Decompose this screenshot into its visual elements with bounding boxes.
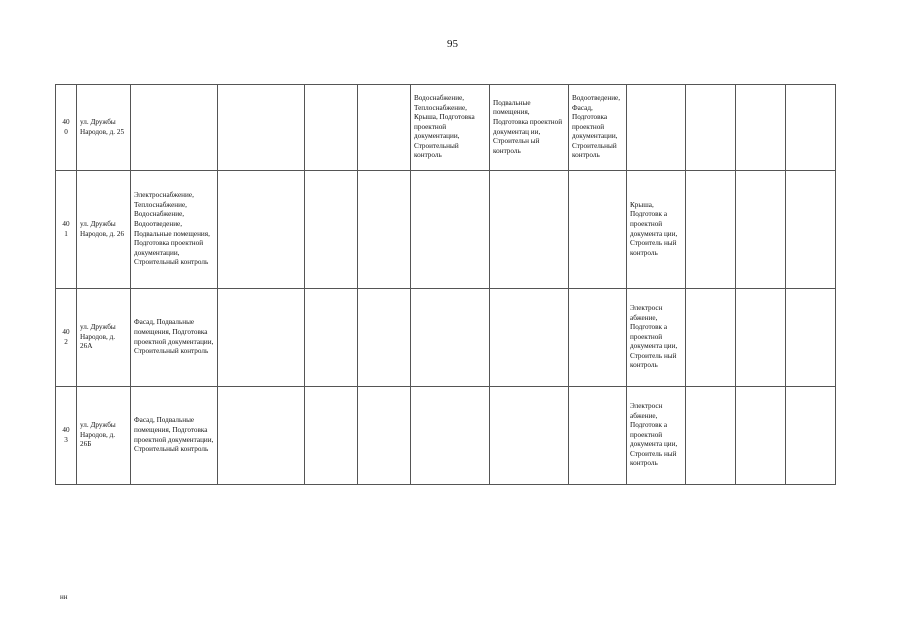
- empty-cell: [305, 387, 358, 485]
- address-cell: ул. Дружбы Народов, д. 25: [77, 85, 131, 171]
- works-cell: [490, 387, 569, 485]
- works-cell: [411, 387, 490, 485]
- empty-cell: [305, 289, 358, 387]
- row-number: 40 2: [56, 289, 77, 387]
- empty-cell: [686, 85, 736, 171]
- works-cell: [569, 171, 627, 289]
- empty-cell: [736, 85, 786, 171]
- row-number: 40 3: [56, 387, 77, 485]
- empty-cell: [218, 85, 305, 171]
- address-cell: ул. Дружбы Народов, д. 26: [77, 171, 131, 289]
- works-cell: [627, 85, 686, 171]
- table-row: [56, 171, 836, 289]
- table-row: [56, 85, 836, 171]
- row-number: 40 0: [56, 85, 77, 171]
- works-cell: [569, 289, 627, 387]
- empty-cell: [786, 85, 836, 171]
- empty-cell: [218, 387, 305, 485]
- table-row: [56, 289, 836, 387]
- row-number: 40 1: [56, 171, 77, 289]
- empty-cell: [686, 289, 736, 387]
- works-cell: Водоснабжение, Теплоснабжение, Крыша, Подготовка проектной документации, Строительный контроль: [411, 85, 490, 171]
- works-cell: Фасад, Подвальные помещения, Подготовка проектной документации, Строительный контроль: [131, 289, 218, 387]
- empty-cell: [218, 289, 305, 387]
- works-cell: [411, 289, 490, 387]
- works-cell: [490, 171, 569, 289]
- works-cell: Электросн абжение, Подготовк а проектной документа ции, Строитель ный контроль: [627, 289, 686, 387]
- empty-cell: [736, 289, 786, 387]
- works-cell: [411, 171, 490, 289]
- address-cell: ул. Дружбы Народов, д. 26А: [77, 289, 131, 387]
- empty-cell: [686, 171, 736, 289]
- works-schedule-table: [55, 84, 836, 485]
- footer-mark: нн: [60, 593, 68, 601]
- empty-cell: [686, 387, 736, 485]
- empty-cell: [358, 289, 411, 387]
- empty-cell: [218, 171, 305, 289]
- empty-cell: [736, 387, 786, 485]
- works-cell: [569, 387, 627, 485]
- works-cell: [490, 289, 569, 387]
- empty-cell: [358, 387, 411, 485]
- table-row: [56, 387, 836, 485]
- empty-cell: [305, 171, 358, 289]
- works-cell: Крыша, Подготовк а проектной документа ции, Строитель ный контроль: [627, 171, 686, 289]
- page-number: 95: [447, 38, 458, 50]
- address-cell: ул. Дружбы Народов, д. 26Б: [77, 387, 131, 485]
- empty-cell: [786, 171, 836, 289]
- empty-cell: [736, 171, 786, 289]
- empty-cell: [305, 85, 358, 171]
- works-cell: [131, 85, 218, 171]
- empty-cell: [358, 171, 411, 289]
- empty-cell: [786, 289, 836, 387]
- works-cell: Подвальные помещения, Подготовка проектной документац ии, Строительн ый контроль: [490, 85, 569, 171]
- works-cell: Водоотведение, Фасад, Подготовка проектной документации, Строительный контроль: [569, 85, 627, 171]
- works-cell: Электросн абжение, Подготовк а проектной документа ции, Строитель ный контроль: [627, 387, 686, 485]
- works-cell: Электроснабжение, Теплоснабжение, Водоснабжение, Водоотведение, Подвальные помещения, Подготовка проектной документации, Строительный контроль: [131, 171, 218, 289]
- empty-cell: [786, 387, 836, 485]
- empty-cell: [358, 85, 411, 171]
- works-cell: Фасад, Подвальные помещения, Подготовка проектной документации, Строительный контроль: [131, 387, 218, 485]
